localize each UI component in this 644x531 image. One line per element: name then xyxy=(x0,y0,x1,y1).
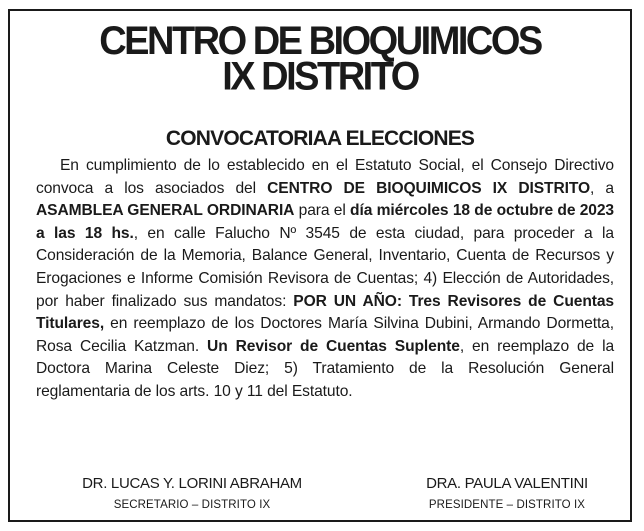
body-text-5: en reemplazo de los Doctores María Silvina Dubini, Armando Dormetta, Rosa Cecilia Katzman. xyxy=(36,315,614,355)
body-bold-3: día miércoles 18 de octubre de 2023 a las 18 hs. xyxy=(36,202,615,242)
body-bold-5: Un Revisor de Cuentas Suplente xyxy=(207,337,460,355)
notice-body xyxy=(36,155,614,404)
organization-name-line-2: IX DISTRITO xyxy=(222,54,418,99)
notice-frame xyxy=(8,9,632,522)
signature-president-name: DRA. PAULA VALENTINI xyxy=(426,475,588,492)
body-bold-1: CENTRO DE BIOQUIMICOS IX DISTRITO xyxy=(267,179,591,197)
body-text-1: En cumplimiento de lo establecido en el Estatuto Social, el Consejo Directivo convoca a los asociados del xyxy=(36,157,614,197)
signature-president-role: PRESIDENTE – DISTRITO IX xyxy=(428,499,586,511)
body-text-2: , a xyxy=(590,179,614,197)
body-bold-2: ASAMBLEA GENERAL ORDINARIA xyxy=(36,202,295,220)
signature-secretary-role: SECRETARIO – DISTRITO IX xyxy=(113,499,271,511)
signature-secretary xyxy=(62,475,322,511)
body-text-4: , en calle Falucho Nº 3545 de esta ciudad, para proceder a la Consideración de la Memoria, Balance General, Inventario, Cuenta de Recursos y Erogaciones e Informe Comisión Revisora de Cuentas; 4) Elección de Autoridades, por haber finalizado sus mandatos: xyxy=(36,224,614,310)
signature-secretary-name: DR. LUCAS Y. LORINI ABRAHAM xyxy=(82,475,302,492)
organization-name-line-1: CENTRO DE BIOQUIMICOS xyxy=(99,19,541,64)
notice-heading: CONVOCATORIAA ELECCIONES xyxy=(165,127,475,150)
body-bold-4: POR UN AÑO: Tres Revisores de Cuentas Titulares, xyxy=(36,292,614,333)
signature-president xyxy=(402,475,612,511)
organization-name xyxy=(10,19,630,99)
body-text-3: para el xyxy=(294,202,351,220)
body-text-6: , en reemplazo de la Doctora Marina Celeste Diez; 5) Tratamiento de la Resolución General reglamentaria de los arts. 10 y 11 del Estatuto. xyxy=(36,337,615,400)
